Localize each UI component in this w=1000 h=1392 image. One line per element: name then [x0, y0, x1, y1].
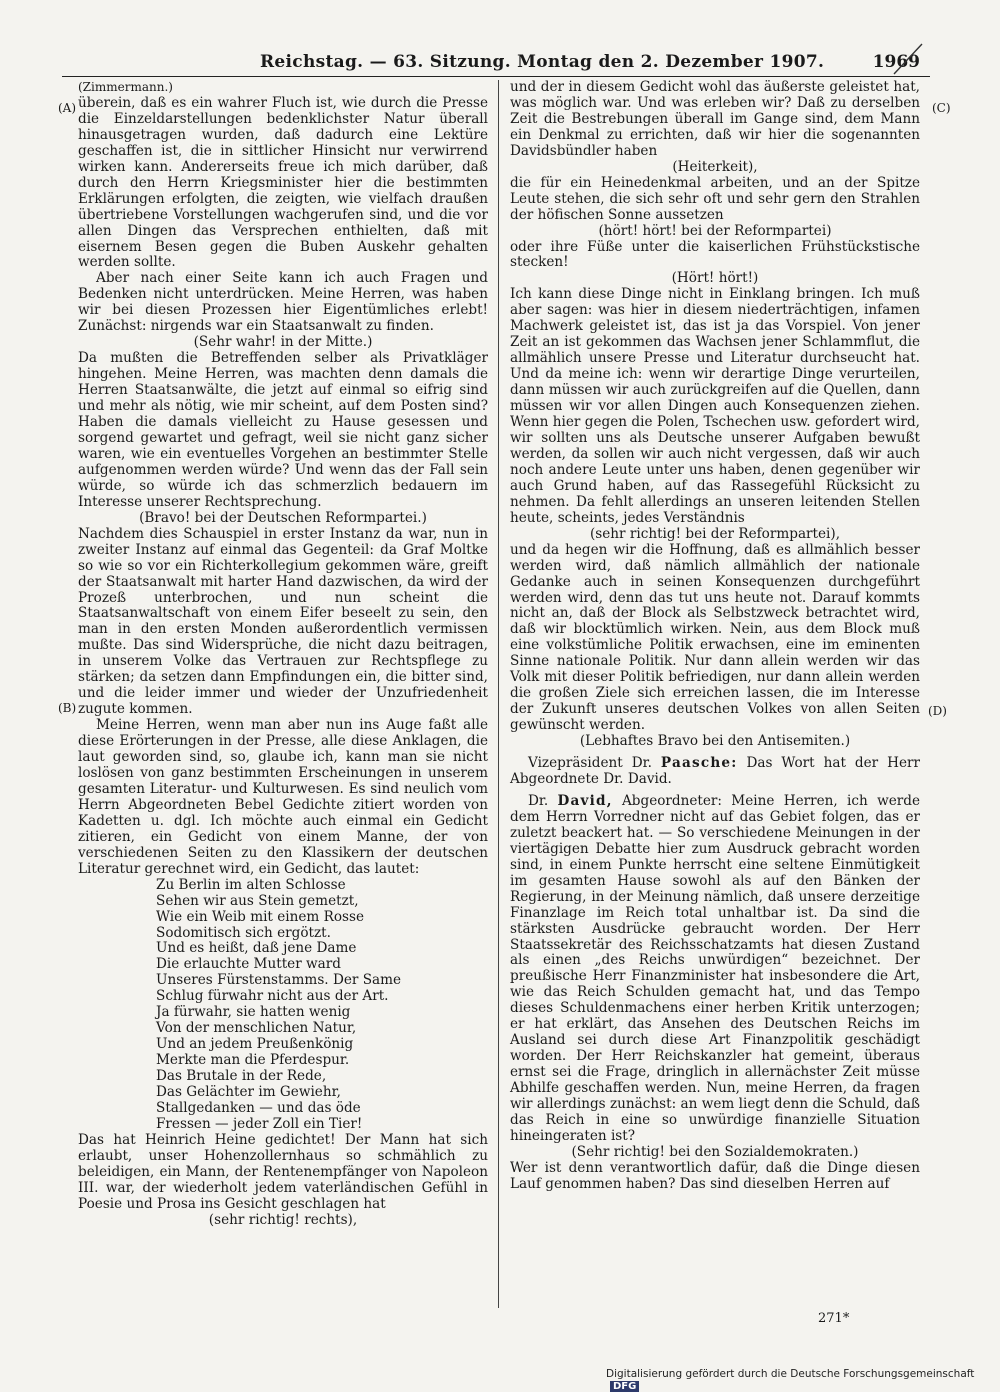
signature-mark: 271*	[818, 1311, 850, 1326]
interjection: (Sehr wahr! in der Mitte.)	[193, 334, 373, 351]
margin-marker-a: (A)	[58, 101, 77, 115]
paragraph: oder ihre Füße unter die kaiserlichen Frühstückstische stecken!	[510, 238, 920, 271]
poem-line: Unseres Fürstenstamms. Der Same	[156, 972, 402, 989]
poem-line: Und es heißt, daß jene Dame	[156, 940, 357, 957]
paragraph: die für ein Heinedenkmal arbeiten, und an der Spitze Leute stehen, die sich sehr oft und sehr gern den Strahlen der höfischen Sonne aussetzen	[510, 174, 920, 223]
poem-line: Das Brutale in der Rede,	[156, 1068, 327, 1085]
poem-line: Die erlauchte Mutter ward	[156, 956, 341, 973]
page-number: 1969	[872, 52, 920, 72]
header-rule	[62, 76, 930, 77]
margin-marker-c: (C)	[932, 101, 951, 115]
paragraph: Da mußten die Betreffenden selber als Privatkläger hingehen. Meine Herren, was machten denn damals die Herren Staatsanwälte, die jetzt auf einmal so eifrig sind und mehr als nötig, wie mir scheint, auf dem Posten sind? Haben die damals vielleicht zu Hause gesessen und sorgend gewartet und gefragt, weil sie nicht ganz sicher waren, wie ein eventuelles Vorgehen an bestimmter Stelle aufgenommen werden würde? Und wenn das der Fall sein würde, so würde ich das schmerzlich bedauern im Interesse unserer Rechtsprechung.	[78, 350, 488, 510]
interjection: (Bravo! bei der Deutschen Reformpartei.)	[139, 509, 427, 526]
speaker-text: Abgeordneter: Meine Herren, ich werde dem Herrn Vorredner nicht auf das Gebiet folgen, das er zuletzt beackert hat. — So verschiedene Meinungen in der viertägigen Debatte hier zum Ausdruck gebracht worden sind, in einem Punkte herrscht eine seltene Einmütigkeit im gesamten Hause sowohl als auf den Bänken der Regierung, in der Meinung nämlich, daß unsere derzeitige Finanzlage im Reich total unhaltbar ist. Da sind die stärksten Ausdrücke gebraucht worden. Der Herr Staatssekretär des Reichsschatzamts hat diesen Zustand als einen „des Reichs unwürdigen“ bezeichnet. Der preußische Herr Finanzminister hat insbesondere die Art, wie das Reich Schulden gemacht hat, und das Tempo dieses Schuldenmachens einer herben Kritik unterzogen; er hat erklärt, das Ansehen des Deutschen Reichs im Ausland sei durch diese Art Finanzpolitik geschädigt worden. Der Herr Reichskanzler hat gemeint, überaus ernst sei die Frage, dringlich in allernächster Zeit müsse Abhilfe geschaffen werden. Nun, meine Herren, da fragen wir allerdings zunächst: an wem liegt denn die Schuld, daß das Reich in eine so unwürdige finanzielle Situation hineingeraten ist?	[510, 792, 920, 1144]
speaker-paragraph-david	[510, 794, 920, 1145]
poem-line: Sehen wir aus Stein gemetzt,	[156, 892, 359, 909]
speaker-title: Vizepräsident Dr.	[528, 755, 652, 772]
interjection: (Lebhaftes Bravo bei den Antisemiten.)	[579, 733, 851, 750]
poem-quote	[156, 878, 488, 1133]
paragraph: überein, daß es ein wahrer Fluch ist, wie durch die Presse die Einzeldarstellungen bedenklichster Natur überall hinausgetragen wurden, daß dadurch eine Lektüre geschaffen ist, die in sittlicher Hinsicht nur verwirrend wirken kann. Andererseits freue ich mich darüber, daß durch den Herrn Kriegsminister hier die bestimmten Erklärungen erfolgten, die zeigten, wie vielfach draußen übertriebene Vorstellungen wachgerufen sind, und die vor allen Dingen das Versprechen enthielten, daß mit eisernem Besen gegen die Buben Auskehr gehalten werden sollte.	[78, 94, 488, 271]
paragraph: Wer ist denn verantwortlich dafür, daß die Dinge diesen Lauf genommen haben? Das sind dieselben Herren auf	[510, 1159, 920, 1192]
poem-line: Schlug fürwahr nicht aus der Art.	[156, 988, 389, 1005]
margin-marker-b: (B)	[58, 701, 77, 715]
paragraph: Ich kann diese Dinge nicht in Einklang bringen. Ich muß aber sagen: was hier in diesem niederträchtigen, infamen Machwerk geleistet ist, das ist ja das Vorspiel. Von jener Zeit an ist gekommen das Wachsen jener Schlammflut, die allmählich unsere Presse und Literatur durchseucht hat. Und da meine ich: wenn wir derartige Dinge verurteilen, dann müssen wir auch zurückgreifen auf die Quellen, dann müssen wir vor allen Dingen auch Konsequenzen ziehen. Wenn hier gegen die Polen, Tschechen usw. gefordert wird, wir sollten uns als Deutsche unserer Aufgaben bewußt werden, da sollen wir auch nicht vergessen, daß wir auch noch andere Leute unter uns haben, denen gegenüber wir auch Grund haben, auf das Rassegefühl Rücksicht zu nehmen. Da fehlt allerdings an unseren leitenden Stellen heute, scheints, jedes Verständnis	[510, 286, 920, 526]
handwritten-strike-icon	[890, 42, 926, 78]
poem-line: Fressen — jeder Zoll ein Tier!	[156, 1115, 363, 1132]
paragraph: und da hegen wir die Hoffnung, daß es allmählich besser werden wird, daß nämlich allmählich der nationale Gedanke auch in seinen Konsequenzen durchgeführt werden wird, denn das tut uns heute not. Darauf kommts nicht an, daß der Block als Selbstzweck betrachtet wird, daß wir blocktümlich wirken. Nein, aus dem Block muß eine volkstümliche Politik erwachsen, eine im eminenten Sinne nationale Politik. Nur dann allein werden wir das Volk mit dieser Politik befriedigen, nur dann allein werden die großen Ziele sich erreichen lassen, die im Interesse der Zukunft unseres deutschen Volkes von allen Seiten gewünscht werden.	[510, 541, 920, 734]
poem-line: Und an jedem Preußenkönig	[156, 1036, 354, 1053]
speaker-paragraph-vizepraesident	[510, 756, 920, 788]
interjection: (Sehr richtig! bei den Sozialdemokraten.)	[571, 1143, 859, 1160]
poem-line: Von der menschlichen Natur,	[156, 1020, 357, 1037]
paragraph: Meine Herren, wenn man aber nun ins Auge faßt alle diese Erörterungen in der Presse, alle diese Anklagen, die laut geworden sind, so, glaube ich, kann man sie nicht loslösen von ganz bestimmten Erscheinungen in unserem gesamten Literatur- und Kulturwesen. Es sind neulich vom Herrn Abgeordneten Bebel Gedichte zitiert worden von Kadetten u. dgl. Ich möchte auch einmal ein Gedicht zitieren, ein Gedicht von einem Manne, der von verschiedenen Seiten zu den Klassikern der deutschen Literatur gerechnet wird, ein Gedicht, das lautet:	[78, 717, 488, 877]
paragraph: Aber nach einer Seite kann ich auch Fragen und Bedenken nicht unterdrücken. Meine Herren, was haben wir bei diesen Prozessen hier Eigentümliches erlebt! Zunächst: nirgends war ein Staatsanwalt zu finden.	[78, 270, 488, 335]
poem-line: Stallgedanken — und das öde	[156, 1100, 361, 1116]
left-column	[78, 80, 488, 1229]
footer-text: Digitalisierung gefördert durch die Deutsche Forschungsgemeinschaft	[606, 1368, 975, 1380]
interjection: (Heiterkeit),	[672, 158, 758, 175]
speaker-name: David,	[557, 792, 613, 809]
paragraph: und der in diesem Gedicht wohl das äußerste geleistet hat, was möglich war. Und was erleben wir? Daß zu derselben Zeit die Bestrebungen überall im Gange sind, dem Mann ein Denkmal zu errichten, daß wir hier die sogenannten Davidsbündler haben	[510, 79, 920, 159]
interjection: (sehr richtig! bei der Reformpartei),	[589, 525, 841, 542]
dfg-logo: DFG	[610, 1381, 639, 1392]
poem-line: Wie ein Weib mit einem Rosse	[156, 908, 365, 925]
speaker-title: Dr.	[528, 792, 549, 809]
column-divider	[498, 80, 499, 1308]
poem-line: Merkte man die Pferdespur.	[156, 1052, 350, 1069]
right-column	[510, 80, 920, 1193]
poem-line: Zu Berlin im alten Schlosse	[156, 876, 346, 893]
interjection: (Hört! hört!)	[671, 270, 759, 287]
running-head: Reichstag. — 63. Sitzung. Montag den 2. Dezember 1907.	[260, 52, 825, 72]
poem-line: Das Gelächter im Gewiehr,	[156, 1084, 341, 1101]
speaker-name: Paasche:	[660, 755, 738, 772]
digitization-footer	[606, 1368, 1000, 1392]
page-header	[60, 48, 930, 78]
speaker-text: Das Wort hat der Herr Abgeordnete Dr. David.	[510, 755, 921, 787]
poem-line: Ja fürwahr, sie hatten wenig	[156, 1004, 351, 1021]
paragraph: Nachdem dies Schauspiel in erster Instanz da war, nun in zweiter Instanz auf einmal das Gegenteil: da Graf Moltke so wie so vor ein Richterkollegium gekommen wäre, greift der Staatsanwalt mit harter Hand dazwischen, da wird der Prozeß unterbrochen, und nun scheint die Staatsanwaltschaft von einem Eifer beseelt zu sein, den man in den ersten Monden außerordentlich vermissen mußte. Das sind Widersprüche, die nicht dazu beitragen, in unserem Volke das Vertrauen zur Rechtspflege zu stärken; da setzen dann Empfindungen ein, die bitter sind, und die leider immer und wieder der Unzufriedenheit zugute kommen.	[78, 525, 488, 718]
speaker-continuation: (Zimmermann.)	[78, 80, 173, 94]
poem-line: Sodomitisch sich ergötzt.	[156, 924, 331, 941]
margin-marker-d: (D)	[928, 704, 947, 718]
interjection: (sehr richtig! rechts),	[208, 1211, 358, 1228]
interjection: (hört! hört! bei der Reformpartei)	[598, 222, 832, 239]
paragraph: Das hat Heinrich Heine gedichtet! Der Mann hat sich erlaubt, unser Hohenzollernhaus so schmählich zu beleidigen, ein Mann, der Rentenempfänger von Napoleon III. war, der wiederholt jedem vaterländischen Gefühl in Poesie und Prosa ins Gesicht geschlagen hat	[78, 1131, 488, 1212]
